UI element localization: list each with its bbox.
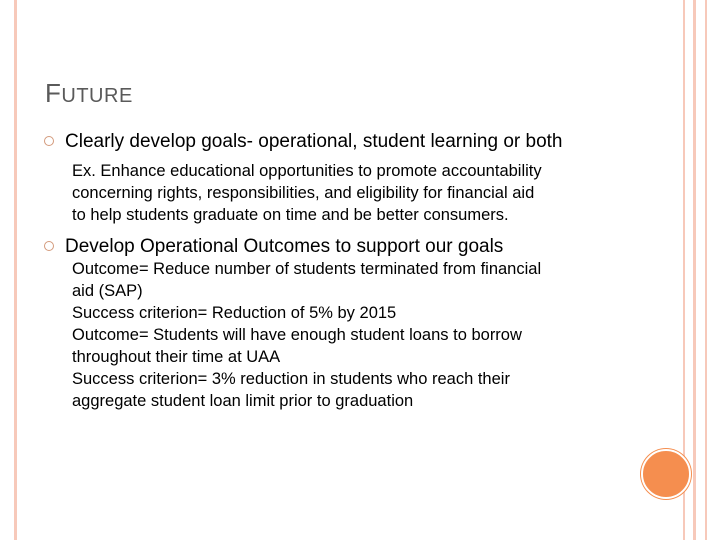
sub-text-outcomes: [44, 258, 624, 412]
bullet-text: Clearly develop goals- operational, student learning or both: [65, 131, 563, 152]
slide-title: [45, 78, 133, 109]
sub-line: Success criterion= 3% reduction in students who reach their: [72, 370, 510, 388]
sub-line: Success criterion= Reduction of 5% by 2015: [72, 304, 397, 322]
sub-line: aid (SAP): [72, 282, 143, 300]
sub-line: to help students graduate on time and be better consumers.: [72, 206, 509, 224]
sub-line: Outcome= Reduce number of students terminated from financial: [72, 260, 542, 278]
sub-text-goals-example: [44, 160, 624, 226]
circle-bullet-icon: [44, 241, 54, 251]
sub-line: Ex. Enhance educational opportunities to promote accountability: [72, 162, 542, 180]
slide-content: [44, 130, 624, 412]
sub-line: concerning rights, responsibilities, and eligibility for financial aid: [72, 184, 535, 202]
accent-circle-decoration: [641, 449, 691, 499]
sub-line: aggregate student loan limit prior to graduation: [72, 392, 414, 410]
slide-border-right-inner: [693, 0, 696, 540]
sub-line: Outcome= Students will have enough student loans to borrow: [72, 326, 522, 344]
circle-bullet-icon: [44, 136, 54, 146]
title-first-letter: F: [45, 78, 62, 108]
slide-border-left: [0, 0, 17, 540]
sub-line: throughout their time at UAA: [72, 348, 281, 366]
bullet-item-outcomes: [44, 235, 624, 258]
bullet-item-goals: [44, 130, 624, 153]
bullet-text: Develop Operational Outcomes to support our goals: [65, 236, 504, 257]
title-rest: UTURE: [61, 85, 133, 107]
